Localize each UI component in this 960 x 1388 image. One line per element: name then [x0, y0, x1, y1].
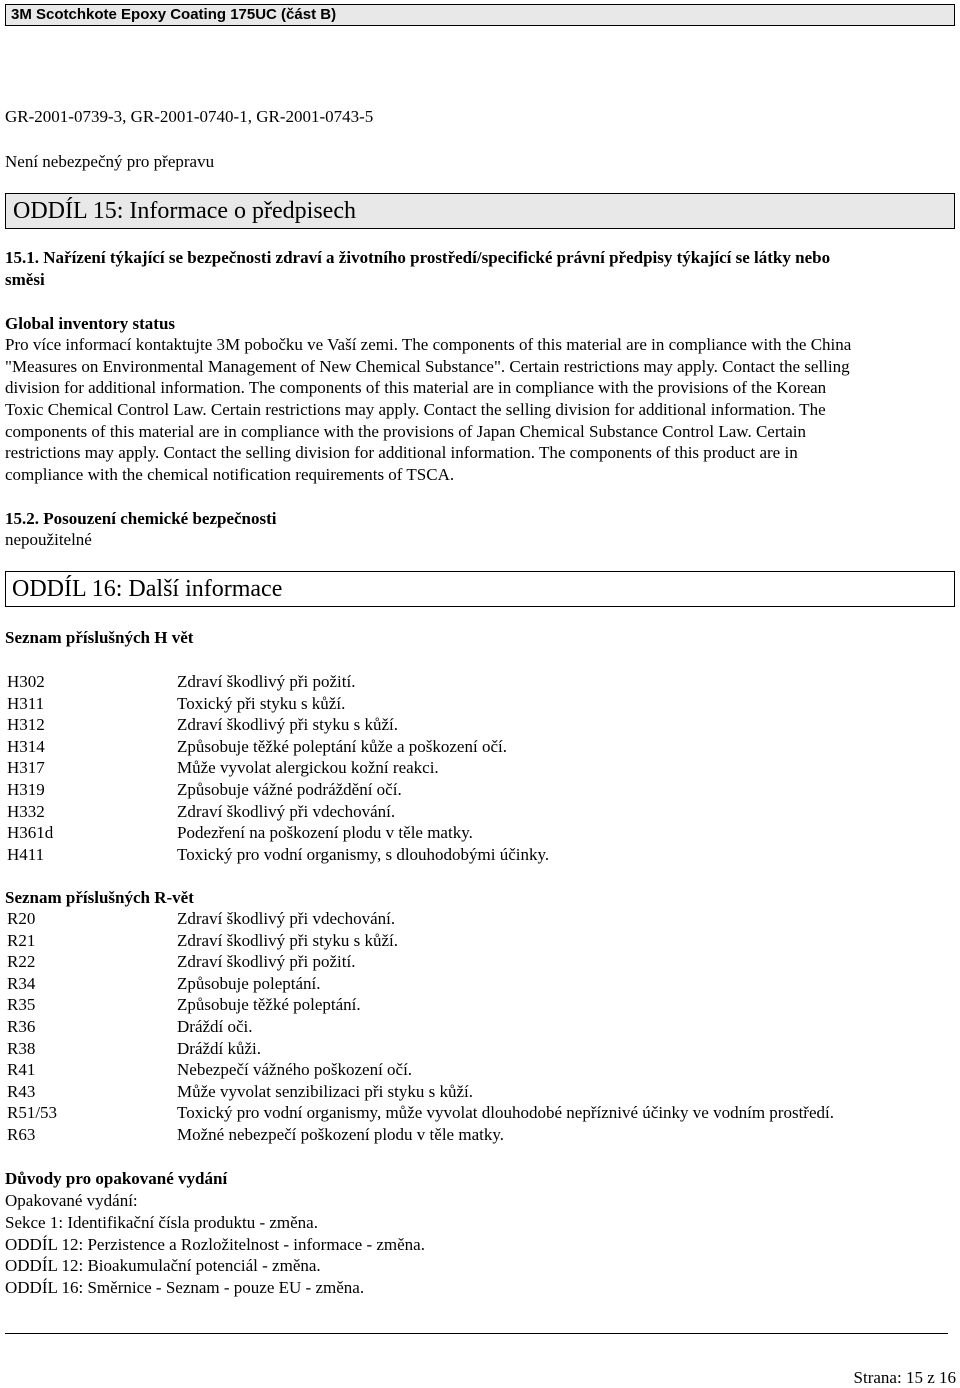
r-text: Dráždí kůži. — [177, 1038, 262, 1058]
r-code: R35 — [7, 995, 36, 1015]
h-text: Může vyvolat alergickou kožní reakci. — [177, 758, 439, 778]
r-code: R38 — [7, 1038, 36, 1058]
global-inventory-line: restrictions may apply. Contact the selling division for additional information. The components of this product are in — [5, 443, 798, 462]
h-statements-title: Seznam příslušných H vět — [5, 628, 194, 647]
h-code: H312 — [7, 715, 45, 735]
h-text: Zdraví škodlivý při styku s kůží. — [177, 715, 398, 735]
section-15-title: ODDÍL 15: Informace o předpisech — [13, 198, 356, 224]
r-text: Nebezpečí vážného poškození očí. — [177, 1060, 413, 1080]
section-15-heading — [5, 193, 955, 229]
subsection-15-2-value: nepoužitelné — [5, 530, 92, 549]
subsection-15-2-title: 15.2. Posouzení chemické bezpečnosti — [5, 509, 277, 528]
h-code: H411 — [7, 844, 45, 864]
r-code: R51/53 — [7, 1103, 58, 1123]
subsection-15-1-title-line2: směsi — [5, 270, 45, 289]
global-inventory-line: division for additional information. The components of this material are in compliance with the provisions of the Korean — [5, 378, 827, 397]
r-text: Dráždí oči. — [177, 1016, 253, 1036]
r-code: R41 — [7, 1060, 36, 1080]
h-code: H361d — [7, 823, 54, 843]
h-text: Zdraví škodlivý při požití. — [177, 672, 356, 691]
gr-codes: GR-2001-0739-3, GR-2001-0740-1, GR-2001-0743-5 — [5, 107, 374, 126]
global-inventory-line: compliance with the chemical notification requirements of TSCA. — [5, 465, 455, 484]
product-title: 3M Scotchkote Epoxy Coating 175UC (část B) — [11, 6, 337, 23]
global-inventory-line: Toxic Chemical Control Law. Certain restrictions may apply. Contact the selling division for additional information. The — [5, 400, 826, 419]
transport-note: Není nebezpečný pro přepravu — [5, 152, 215, 171]
r-text: Toxický pro vodní organismy, může vyvolat dlouhodobé nepříznivé účinky ve vodním prostředí. — [177, 1103, 834, 1123]
h-code: H319 — [7, 779, 45, 799]
document-header — [5, 4, 955, 26]
global-inventory-line: "Measures on Environmental Management of New Chemical Substance". Certain restrictions may apply. Contact the selling — [5, 357, 850, 376]
r-text: Zdraví škodlivý při požití. — [177, 952, 356, 972]
reissue-line: ODDÍL 16: Směrnice - Seznam - pouze EU - změna. — [5, 1278, 365, 1297]
h-code: H311 — [7, 693, 45, 713]
r-code: R43 — [7, 1081, 36, 1101]
h-code: H302 — [7, 672, 45, 691]
h-text: Způsobuje těžké poleptání kůže a poškození očí. — [177, 736, 507, 756]
h-code: H317 — [7, 758, 45, 778]
r-text: Způsobuje těžké poleptání. — [177, 995, 361, 1015]
h-text: Zdraví škodlivý při vdechování. — [177, 801, 396, 821]
h-code: H314 — [7, 736, 45, 756]
r-code: R21 — [7, 930, 36, 950]
r-text: Zdraví škodlivý při styku s kůží. — [177, 930, 398, 950]
r-code: R63 — [7, 1124, 36, 1144]
r-text: Způsobuje poleptání. — [177, 973, 321, 993]
reissue-line: ODDÍL 12: Bioakumulační potenciál - změna. — [5, 1256, 321, 1275]
global-inventory-title: Global inventory status — [5, 314, 176, 333]
r-code: R20 — [7, 909, 36, 928]
reissue-title: Důvody pro opakované vydání — [5, 1169, 228, 1188]
section-16-title: ODDÍL 16: Další informace — [12, 576, 283, 602]
page-number: Strana: 15 z 16 — [853, 1368, 956, 1387]
h-text: Podezření na poškození plodu v těle matky. — [177, 823, 473, 843]
h-text: Způsobuje vážné podráždění očí. — [177, 779, 402, 799]
global-inventory-line: Pro více informací kontaktujte 3M pobočku ve Vaší zemi. The components of this material are in compliance with the China — [5, 335, 852, 354]
r-phrases-title: Seznam příslušných R-vět — [5, 888, 194, 907]
footer-divider — [5, 1333, 948, 1334]
h-text: Toxický pro vodní organismy, s dlouhodobými účinky. — [177, 844, 550, 864]
r-text: Možné nebezpečí poškození plodu v těle matky. — [177, 1124, 504, 1144]
reissue-line: Opakované vydání: — [5, 1191, 138, 1210]
global-inventory-line: components of this material are in compliance with the provisions of Japan Chemical Substance Control Law. Certain — [5, 422, 807, 441]
r-text: Zdraví škodlivý při vdechování. — [177, 909, 396, 928]
h-text: Toxický při styku s kůží. — [177, 693, 346, 713]
r-code: R36 — [7, 1016, 36, 1036]
subsection-15-1-title-line1: 15.1. Nařízení týkající se bezpečnosti zdraví a životního prostředí/specifické právní předpisy týkající se látky nebo — [5, 248, 831, 267]
h-code: H332 — [7, 801, 45, 821]
r-code: R22 — [7, 952, 36, 972]
reissue-line: Sekce 1: Identifikační čísla produktu - změna. — [5, 1213, 318, 1232]
r-text: Může vyvolat senzibilizaci při styku s kůží. — [177, 1081, 474, 1101]
reissue-line: ODDÍL 12: Perzistence a Rozložitelnost - informace - změna. — [5, 1235, 425, 1254]
section-16-heading — [5, 571, 955, 607]
r-code: R34 — [7, 973, 36, 993]
